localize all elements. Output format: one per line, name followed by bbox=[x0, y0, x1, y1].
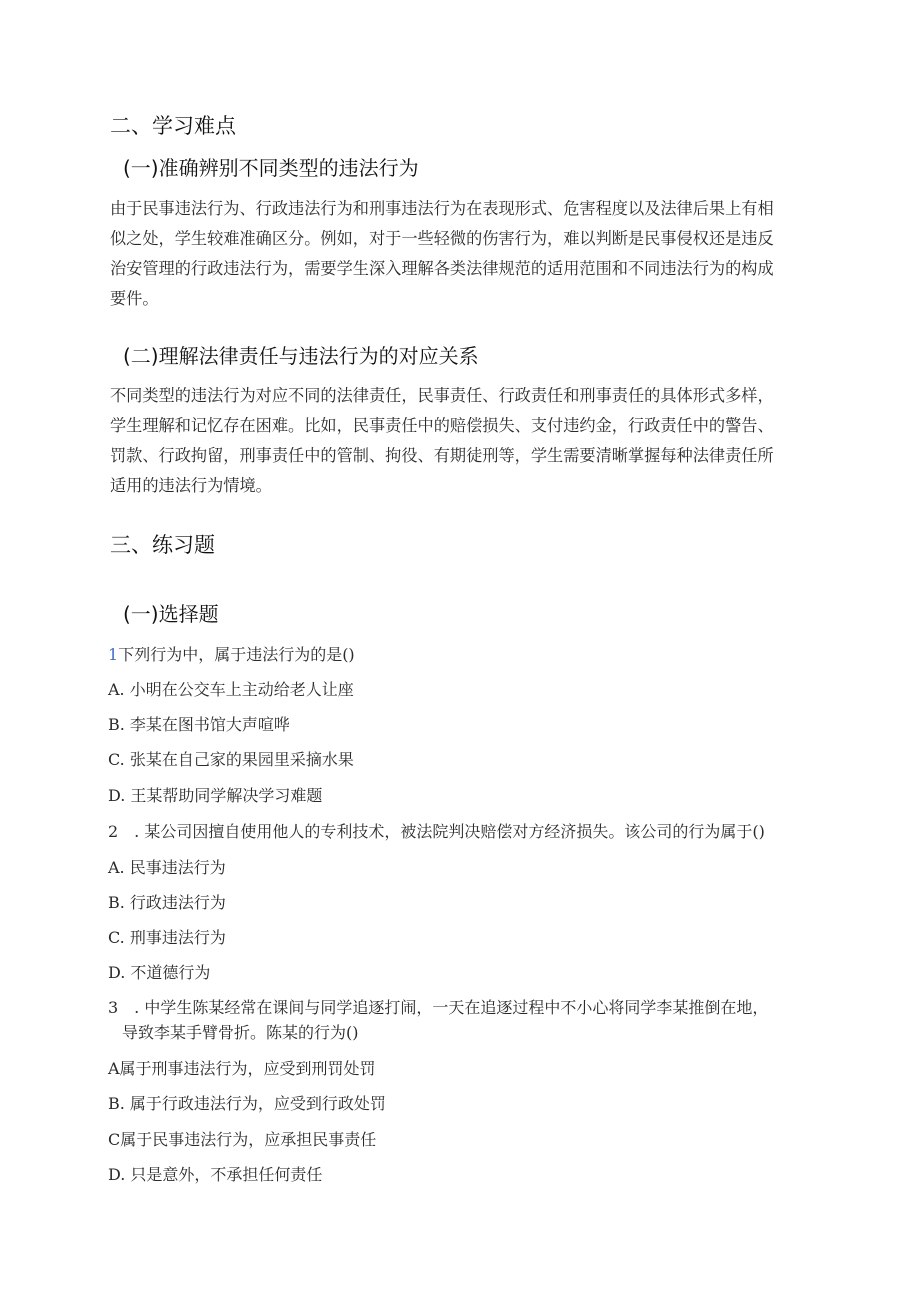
paragraph-line: 学生理解和记忆存在困难。比如，民事责任中的赔偿损失、支付违约金，行政责任中的警告、 bbox=[110, 416, 774, 435]
question-2-option-d: D. 不道德行为 bbox=[108, 963, 211, 982]
paragraph-line: 不同类型的违法行为对应不同的法律责任，民事责任、行政责任和刑事责任的具体形式多样， bbox=[110, 386, 774, 405]
paragraph-line: 罚款、行政拘留，刑事责任中的管制、拘役、有期徒刑等，学生需要清晰掌握每种法律责任所 bbox=[110, 446, 774, 465]
paragraph-liability-correspondence bbox=[110, 381, 810, 501]
question-number: 1 bbox=[108, 645, 119, 664]
question-3-stem-line-1: 3 . 中学生陈某经常在课间与同学追逐打闹，一天在追逐过程中不小心将同学李某推倒在地， bbox=[108, 998, 769, 1017]
paragraph-distinguish-illegal-acts bbox=[110, 194, 810, 314]
paragraph-line: 治安管理的行政违法行为，需要学生深入理解各类法律规范的适用范围和不同违法行为的构成 bbox=[110, 259, 774, 278]
paragraph-line: 由于民事违法行为、行政违法行为和刑事违法行为在表现形式、危害程度以及法律后果上有相 bbox=[110, 199, 774, 218]
subheading-liability-correspondence: (二)理解法律责任与违法行为的对应关系 bbox=[123, 344, 479, 368]
question-2-option-c: C. 刑事违法行为 bbox=[108, 928, 226, 947]
subheading-multiple-choice: (一)选择题 bbox=[123, 602, 219, 626]
paragraph-line: 适用的违法行为情境。 bbox=[110, 476, 272, 495]
question-3-option-d: D. 只是意外，不承担任何责任 bbox=[108, 1165, 323, 1184]
question-1-option-c: C. 张某在自己家的果园里采摘水果 bbox=[108, 750, 354, 769]
question-text: 下列行为中，属于违法行为的是() bbox=[118, 645, 355, 664]
subheading-distinguish-illegal-acts: (一)准确辨别不同类型的违法行为 bbox=[123, 156, 419, 180]
paragraph-line: 要件。 bbox=[110, 289, 159, 308]
question-2-option-a: A. 民事违法行为 bbox=[108, 858, 226, 877]
question-1-option-b: B. 李某在图书馆大声喧哗 bbox=[108, 715, 290, 734]
question-1-stem bbox=[108, 643, 355, 667]
question-1-option-a: A. 小明在公交车上主动给老人让座 bbox=[108, 680, 354, 699]
question-2-stem: 2 . 某公司因擅自使用他人的专利技术，被法院判决赔偿对方经济损失。该公司的行为属于() bbox=[108, 822, 765, 841]
question-3-option-c: C属于民事违法行为，应承担民事责任 bbox=[108, 1130, 377, 1149]
question-2-option-b: B. 行政违法行为 bbox=[108, 893, 226, 912]
question-3-option-a: A属于刑事违法行为，应受到刑罚处罚 bbox=[108, 1059, 376, 1078]
question-3-stem-line-2: 导致李某手臂骨折。陈某的行为() bbox=[122, 1023, 359, 1042]
section-heading-exercises: 三、练习题 bbox=[110, 533, 215, 557]
question-1-option-d: D. 王某帮助同学解决学习难题 bbox=[108, 786, 323, 805]
section-heading-difficulties: 二、学习难点 bbox=[110, 114, 236, 138]
question-3-option-b: B. 属于行政违法行为，应受到行政处罚 bbox=[108, 1094, 386, 1113]
paragraph-line: 似之处，学生较难准确区分。例如，对于一些轻微的伤害行为，难以判断是民事侵权还是违反 bbox=[110, 229, 774, 248]
